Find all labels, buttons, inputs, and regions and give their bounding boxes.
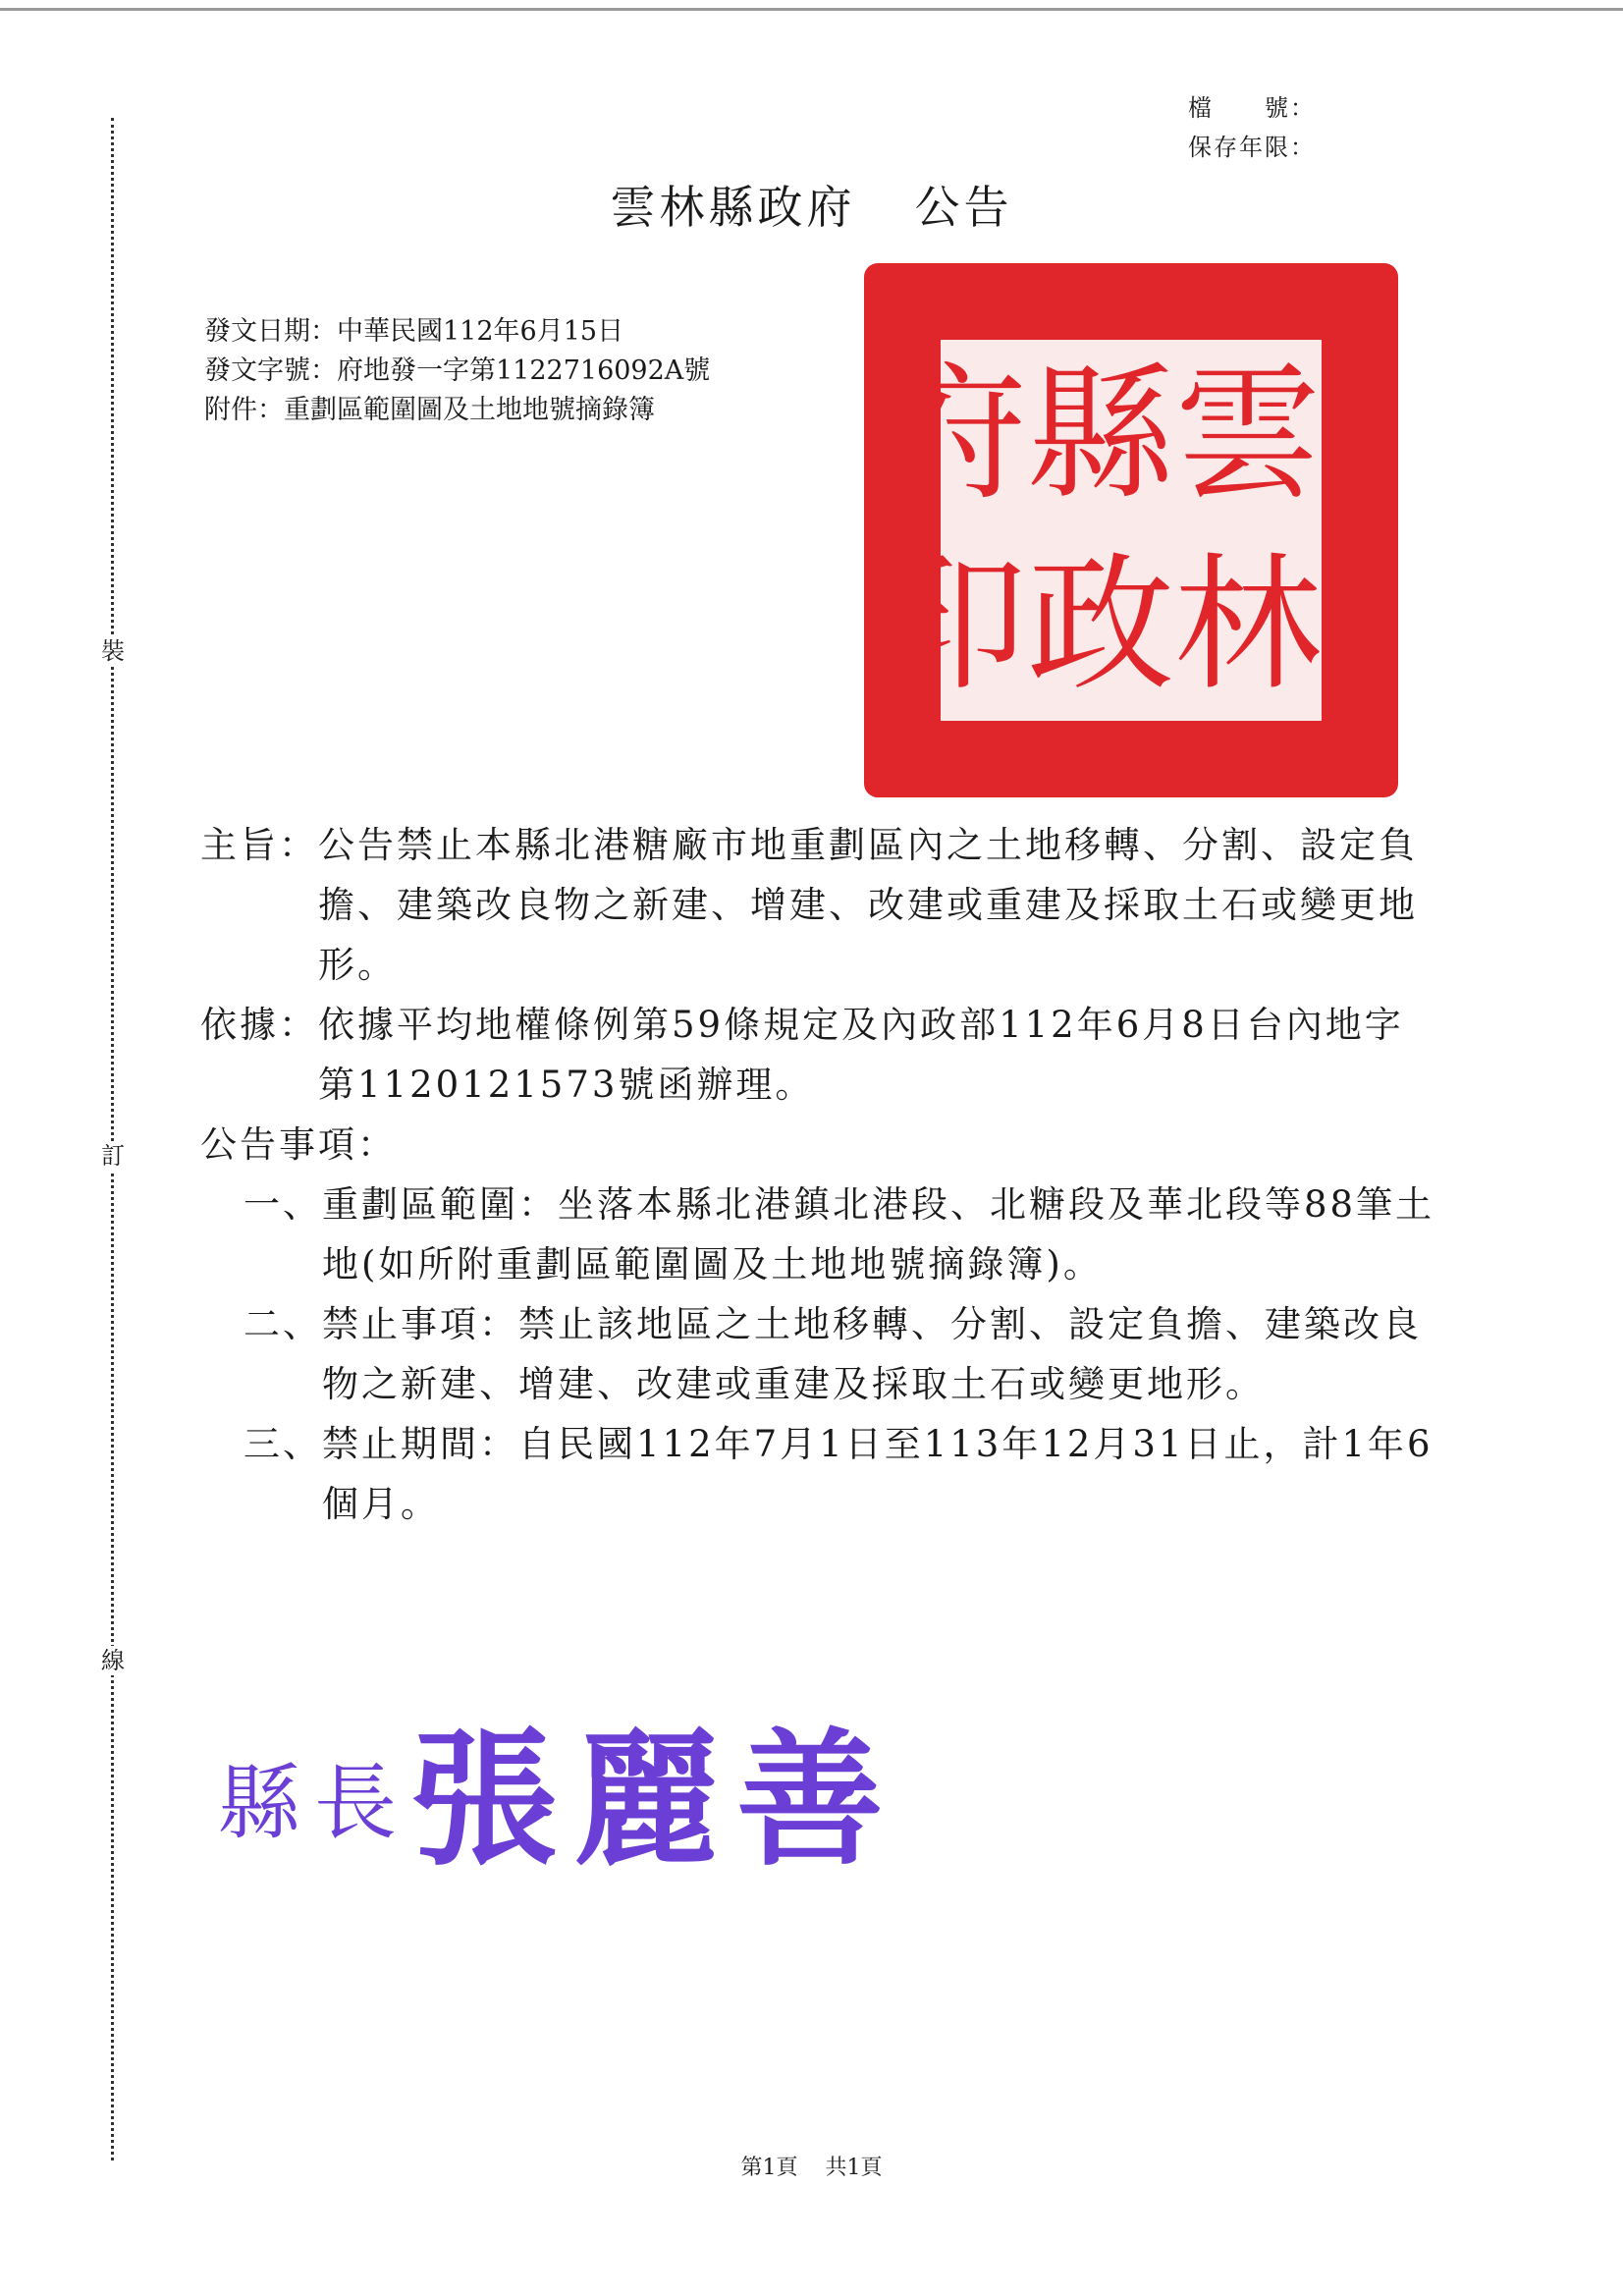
archive-number-label: 檔 號： xyxy=(1188,94,1316,122)
page-footer xyxy=(0,2151,1623,2181)
basis-text: 依據平均地權條例第59條規定及內政部112年6月8日台內地字第1120121573號函辦理。 xyxy=(318,1004,1404,1106)
seal-char: 縣 xyxy=(1026,350,1174,520)
signature-title: 縣長 xyxy=(218,1755,411,1851)
document-meta xyxy=(204,312,710,430)
agency-name: 雲林縣政府 xyxy=(610,181,856,234)
seal-char: 雲 xyxy=(1173,350,1322,520)
attachment-value: 重劃區範圍圖及土地地號摘錄簿 xyxy=(284,395,655,425)
page-number: 第1頁 xyxy=(740,2156,798,2180)
subject-paragraph xyxy=(200,815,1437,995)
basis-paragraph xyxy=(200,995,1437,1115)
item-text: 重劃區範圍：坐落本縣北港鎮北港段、北糖段及華北段等88筆土地(如所附重劃區範圍圖及土地地號摘錄簿)。 xyxy=(322,1183,1435,1285)
seal-char: 印 xyxy=(879,540,1027,711)
reference-number-label: 發文字號： xyxy=(204,355,337,386)
item-number: 一、 xyxy=(243,1183,322,1226)
magistrate-signature-stamp xyxy=(218,1681,899,1893)
subject-text: 公告禁止本縣北港糖廠市地重劃區內之土地移轉、分割、設定負擔、建築改良物之新建、增建、改建或重建及採取土石或變更地形。 xyxy=(318,824,1418,986)
page-total: 共1頁 xyxy=(825,2156,883,2180)
item-number: 二、 xyxy=(243,1303,322,1345)
seal-inner xyxy=(879,340,1322,721)
announcement-body xyxy=(200,815,1437,1534)
binding-char-line: 線 xyxy=(98,1646,128,1675)
seal-char: 林 xyxy=(1173,540,1322,711)
document-type: 公告 xyxy=(914,181,1013,234)
announcement-item xyxy=(243,1294,1437,1414)
announcement-item xyxy=(243,1175,1437,1294)
reference-number-value: 府地發一字第1122716092A號 xyxy=(337,355,711,386)
announcement-items-label: 公告事項： xyxy=(200,1123,397,1166)
reference-number-row xyxy=(204,352,710,391)
page-title xyxy=(0,172,1623,237)
basis-label: 依據： xyxy=(200,1004,318,1046)
retention-period-label: 保存年限： xyxy=(1188,134,1316,161)
binding-char-stitch: 訂 xyxy=(98,1141,128,1171)
binding-line xyxy=(111,118,114,2160)
signature-name: 張麗善 xyxy=(410,1714,900,1886)
subject-label: 主旨： xyxy=(200,824,318,866)
issue-date-label: 發文日期： xyxy=(204,316,337,347)
seal-char: 政 xyxy=(1026,540,1174,711)
seal-char: 府 xyxy=(879,350,1027,520)
item-text: 禁止期間：自民國112年7月1日至113年12月31日止，計1年6個月。 xyxy=(322,1423,1434,1525)
issue-date-value: 中華民國112年6月15日 xyxy=(337,316,624,347)
attachment-label: 附件： xyxy=(204,395,284,425)
binding-char-bind: 裝 xyxy=(98,636,128,666)
official-seal xyxy=(864,263,1398,797)
item-text: 禁止事項：禁止該地區之土地移轉、分割、設定負擔、建築改良物之新建、增建、改建或重建及採取土石或變更地形。 xyxy=(322,1303,1422,1405)
attachment-row xyxy=(204,391,710,430)
top-border xyxy=(0,8,1623,11)
issue-date-row xyxy=(204,312,710,352)
item-number: 三、 xyxy=(243,1423,322,1465)
announcement-item xyxy=(243,1414,1437,1534)
